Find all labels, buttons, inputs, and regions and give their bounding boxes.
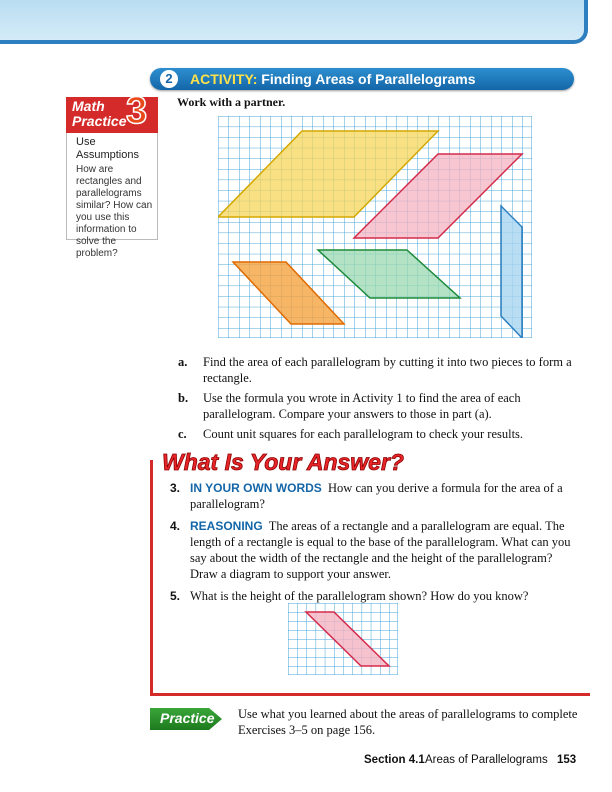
parallelogram-grid — [218, 116, 532, 338]
task-text: Find the area of each parallelogram by cutting it into two pieces to form a rectangle. — [203, 355, 572, 385]
math-practice-subtitle — [76, 136, 139, 162]
math-practice-heading-line1: Math — [72, 98, 105, 114]
question-text: The areas of a rectangle and a parallelogram are equal. The length of a rectangle is equal to the base of the parallelogram. What can you say about the width of the rectangle and the height of the parallelogram? Draw a diagram to support your answer. — [190, 519, 571, 581]
question-number: 5. — [170, 589, 181, 603]
activity-number: 2 — [160, 70, 178, 88]
math-practice-number: 3 — [126, 90, 148, 132]
answer-section-frame-bottom — [150, 693, 590, 696]
task-label: a. — [178, 355, 188, 369]
activity-label: ACTIVITY: — [190, 71, 258, 87]
math-practice-subtitle-line1: Use — [76, 136, 96, 148]
question-list — [170, 480, 575, 604]
question-item — [170, 480, 575, 512]
math-practice-subtitle-line2: Assumptions — [76, 149, 139, 161]
task-label: b. — [178, 391, 189, 405]
question-keyword: IN YOUR OWN WORDS — [190, 481, 322, 495]
task-text: Use the formula you wrote in Activity 1 to find the area of each parallelogram. Compare your answers to those in part (a). — [203, 391, 521, 421]
question-item — [170, 588, 575, 604]
task-text: Count unit squares for each parallelogram to check your results. — [203, 427, 524, 441]
answer-section-title: What Is Your Answer? — [162, 449, 404, 475]
task-item — [178, 426, 578, 442]
activity-title — [190, 70, 476, 88]
blue-parallelogram — [501, 206, 522, 338]
practice-label: Practice — [160, 710, 215, 726]
math-practice-text: How are rectangles and parallelograms similar? How can you use this information to solve the problem? — [76, 164, 153, 259]
answer-section-frame-left — [150, 460, 153, 695]
page-top-banner — [0, 0, 588, 44]
footer-title: Areas of Parallelograms — [425, 754, 548, 766]
math-practice-heading — [72, 99, 126, 129]
question-number: 4. — [170, 519, 181, 533]
task-list — [178, 354, 578, 442]
activity-title-text: Finding Areas of Parallelograms — [261, 71, 476, 87]
math-practice-heading-line2: Practice — [72, 113, 127, 129]
small-parallelogram-grid — [288, 603, 398, 675]
page-number: 153 — [557, 754, 577, 766]
footer-section: Section 4.1 — [364, 754, 425, 766]
question-text: How can you derive a formula for the area of a parallelogram? — [190, 481, 563, 511]
question-item — [170, 518, 575, 582]
question-number: 3. — [170, 481, 181, 495]
question-text: What is the height of the parallelogram shown? How do you know? — [190, 589, 529, 603]
task-item — [178, 354, 578, 386]
task-item — [178, 390, 578, 422]
question-keyword: REASONING — [190, 519, 263, 533]
task-label: c. — [178, 427, 187, 441]
instruction: Work with a partner. — [177, 95, 286, 109]
practice-text: Use what you learned about the areas of parallelograms to complete Exercises 3–5 on page 156. — [238, 707, 578, 737]
